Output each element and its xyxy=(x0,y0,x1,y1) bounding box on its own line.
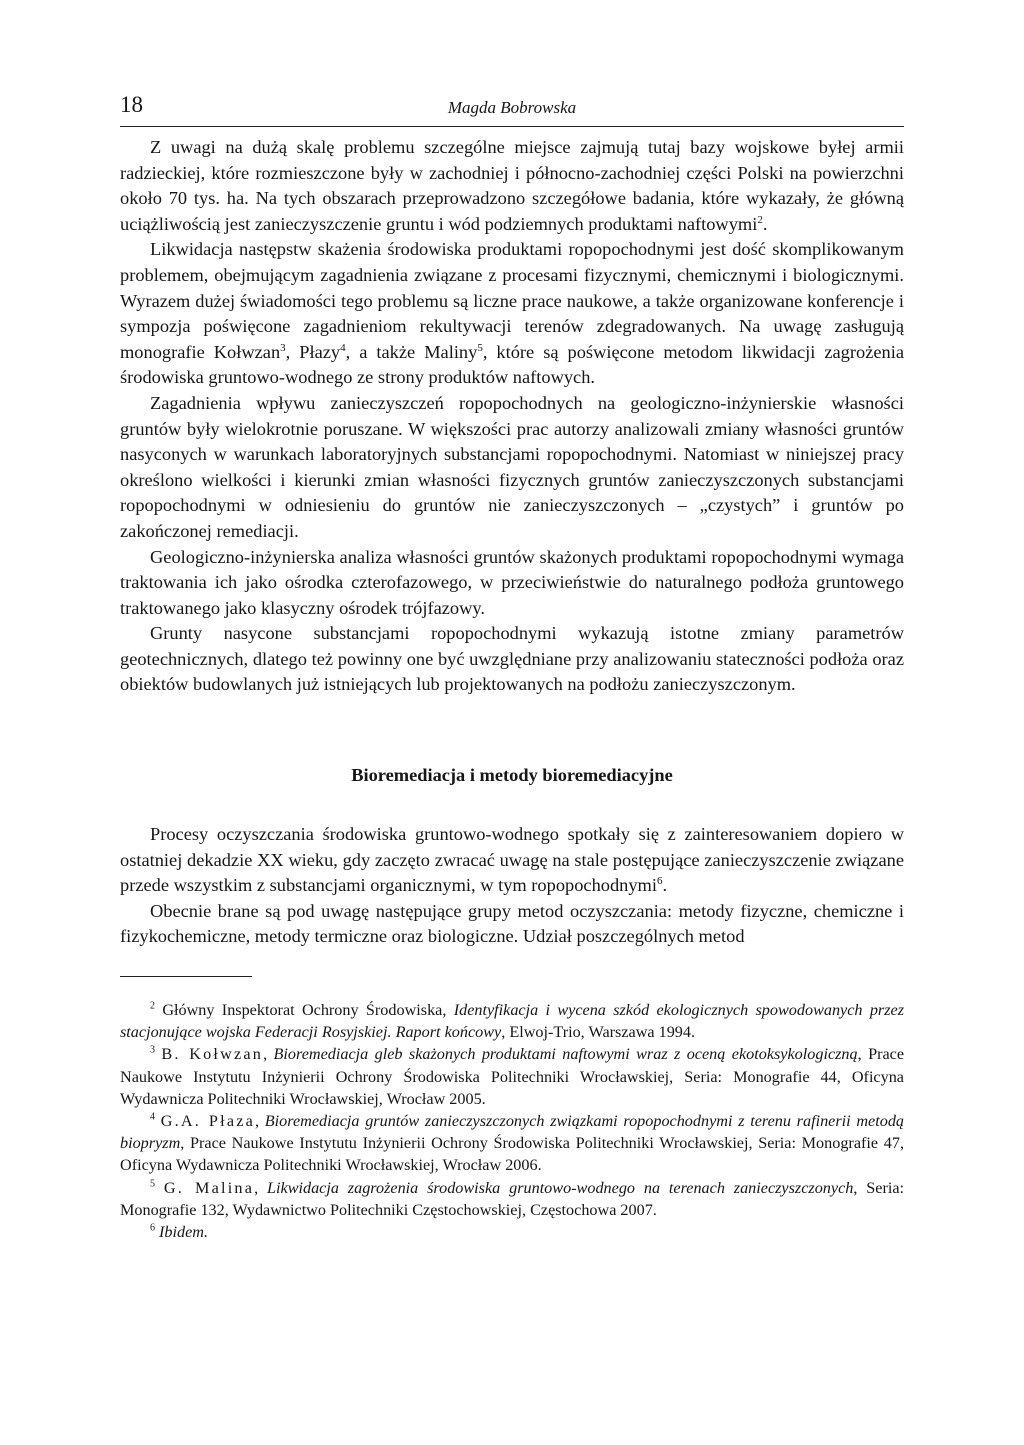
paragraph xyxy=(120,135,904,237)
footnote-title: Identyfikacja i wycena szkód ekologicznych spowodowanych przez stacjonujące wojska Federacji Rosyjskiej. Raport końcowy xyxy=(120,1001,905,1042)
paragraph-text: , Płazy xyxy=(285,341,341,362)
footnote-number: 6 xyxy=(150,1222,155,1234)
footnote xyxy=(120,1221,904,1243)
paragraph-text: , a także Maliny xyxy=(345,341,478,362)
paragraph xyxy=(120,237,904,391)
footnote-author: B. Kołwzan xyxy=(161,1045,264,1064)
footnote-number: 2 xyxy=(150,1000,155,1012)
footnote-number: 5 xyxy=(150,1178,155,1190)
page-number: 18 xyxy=(120,92,143,117)
footnote-title: Bioremediacja gleb skażonych produktami naftowymi wraz z oceną ekotoksykologiczną xyxy=(273,1045,858,1064)
footnote-ref: 4 xyxy=(340,341,346,354)
footnote-text: , xyxy=(255,1112,265,1131)
footnote-author: G.A. Płaza xyxy=(160,1112,255,1131)
footnote-ref: 3 xyxy=(280,341,286,354)
footnote-title: Bioremediacja gruntów zanieczyszczonych związkami ropopochodnymi z terenu rafinerii metodą biopryzm xyxy=(120,1112,905,1153)
paragraph: Obecnie brane są pod uwagę następujące grupy metod oczyszczania: metody fizyczne, chemiczne i fizykochemiczne, metody termiczne oraz biologiczne. Udział poszczególnych metod xyxy=(120,900,904,947)
footnote-divider xyxy=(120,976,252,977)
footnote xyxy=(120,999,904,1043)
paragraph-text: . xyxy=(662,875,668,896)
footnote-text: , Prace Naukowe Instytutu Inżynierii Ochrony Środowiska Politechniki Wrocławskiej, Seria: Monografie 47, Oficyna Wydawnicza Politechniki Wrocławskiej, Wrocław 2006. xyxy=(120,1134,904,1175)
paragraph: Grunty nasycone substancjami ropopochodnymi wykazują istotne zmiany parametrów geotechnicznych, dlatego też powinny one być uwzględniane przy analizowaniu stateczności podłoża oraz obiektów budowlanych już istniejących lub projektowanych na podłożu zanieczyszczonym. xyxy=(120,623,904,695)
footnote-ref: 6 xyxy=(656,875,663,888)
running-head: Magda Bobrowska xyxy=(447,98,577,117)
paragraph-text: Z uwagi na dużą skalę problemu szczególne miejsce zajmują tutaj bazy wojskowe byłej armii radzieckiej, które rozmieszczone były w zachodniej i północno-zachodniej części Polski na powierzchni około 70 tys. ha. Na tych obszarach przeprowadzono szczegółowe badania, które wykazały, że główną uciążliwością jest zanieczyszczenie gruntu i wód podziemnych produktami naftowymi xyxy=(120,137,904,234)
footnote xyxy=(120,1043,904,1110)
paragraph: Geologiczno-inżynierska analiza własności gruntów skażonych produktami ropopochodnymi wymaga traktowania ich jako ośrodka czterofazowego, w przeciwieństwie do naturalnego podłoża gruntowego traktowanego jako klasyczny ośrodek trójfazowy. xyxy=(120,546,904,618)
paragraph-text: Procesy oczyszczania środowiska gruntowo-wodnego spotkały się z zainteresowaniem dopiero w ostatniej dekadzie XX wieku, gdy zaczęto zwracać uwagę na stale postępujące zanieczyszczenie związane przede wszystkim z substancjami organicznymi, w tym ropopochodnymi xyxy=(120,824,904,896)
footnote-text: , Seria: Monografie 132, Wydawnictwo Politechniki Częstochowskiej, Częstochowa 2007. xyxy=(120,1178,905,1219)
footnote-author: G. Malina xyxy=(163,1178,255,1197)
footnote-title: Likwidacja zagrożenia środowiska gruntowo-wodnego na terenach zanieczyszczonych xyxy=(267,1178,854,1197)
footnote xyxy=(120,1177,904,1221)
page xyxy=(120,92,904,1243)
paragraph-text: . xyxy=(762,213,768,234)
paragraph: Zagadnienia wpływu zanieczyszczeń ropopochodnych na geologiczno-inżynierskie własności gruntów były wielokrotnie poruszane. W większości prac autorzy analizowali zmiany własności gruntów nasyconych w warunkach laboratoryjnych substancjami ropopochodnymi. Natomiast w niniejszej pracy określono wielkości i kierunki zmian własności fizycznych gruntów zanieczyszczonych substancjami ropopochodnymi w odniesieniu do gruntów nie zanieczyszczonych – „czystych” i gruntów po zakończonej remediacji. xyxy=(120,392,904,541)
paragraph-text: , które są poświęcone metodom likwidacji zagrożenia środowiska gruntowo-wodnego ze strony produktów naftowych. xyxy=(120,341,904,388)
footnote-text: , Elwoj-Trio, Warszawa 1994. xyxy=(501,1023,696,1042)
footnotes xyxy=(120,999,904,1243)
footnote-text: , xyxy=(254,1178,268,1197)
footnote-title: Ibidem. xyxy=(159,1223,209,1242)
paragraph-text: Likwidacja następstw skażenia środowiska produktami ropopochodnymi jest dość skomplikowanym problemem, obejmującym zagadnienia związane z procesami fizycznymi, chemicznymi i biologicznymi. Wyrazem dużej świadomości tego problemu są liczne prace naukowe, a także organizowane konferencje i sympozja poświęcone zagadnieniom rekultywacji terenów zdegradowanych. Na uwagę zasługują monografie Kołwzan xyxy=(120,239,904,362)
section-heading: Bioremediacja i metody bioremediacyjne xyxy=(351,765,673,786)
section-spacer xyxy=(120,698,904,762)
body-text xyxy=(120,135,904,950)
page-header xyxy=(120,92,904,127)
footnote-text: , xyxy=(263,1045,274,1064)
footnote-number: 3 xyxy=(150,1045,155,1057)
footnote-number: 4 xyxy=(150,1111,155,1123)
paragraph xyxy=(120,822,904,899)
footnote-text: Główny Inspektorat Ochrony Środowiska, xyxy=(162,1001,454,1020)
footnote-ref: 5 xyxy=(477,341,483,354)
footnote xyxy=(120,1110,904,1177)
footnote-text: , Prace Naukowe Instytutu Inżynierii Ochrony Środowiska Politechniki Wrocławskiej, Seria: Monografie 44, Oficyna Wydawnicza Politechniki Wrocławskiej, Wrocław 2005. xyxy=(120,1045,905,1108)
footnote-ref: 2 xyxy=(757,213,763,226)
